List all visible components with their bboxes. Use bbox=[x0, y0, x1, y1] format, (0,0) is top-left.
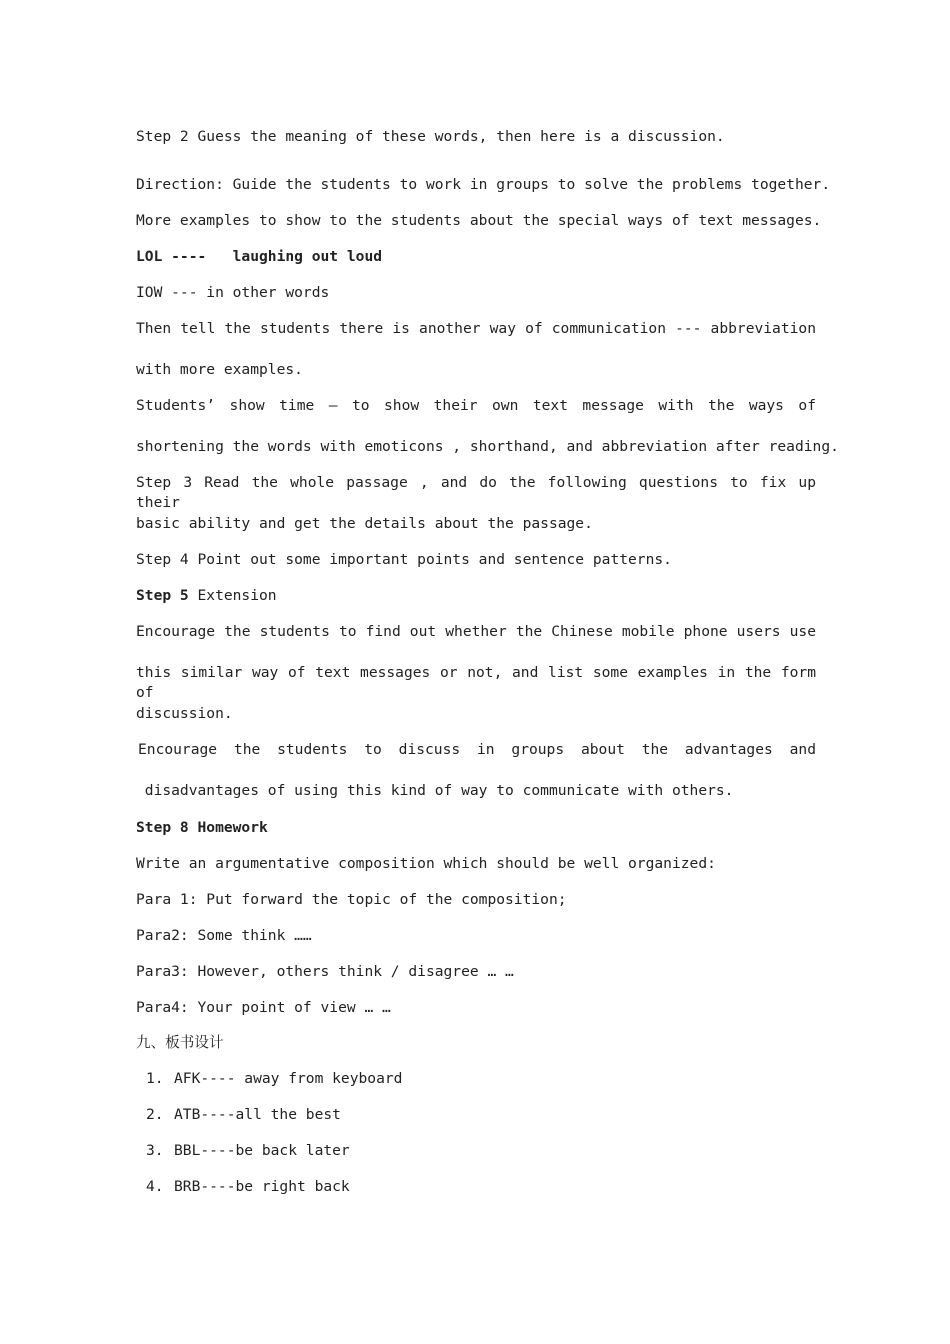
step5-line bbox=[136, 586, 816, 606]
step5-label: Step 5 bbox=[136, 587, 189, 604]
students-show-line-2: shortening the words with emoticons , shorthand, and abbreviation after reading. bbox=[136, 438, 839, 455]
more-examples-line: More examples to show to the students about the special ways of text messages. bbox=[136, 212, 822, 229]
para4-line: Para4: Your point of view … … bbox=[136, 999, 391, 1016]
list-item: ATB----all the best bbox=[174, 1106, 341, 1123]
list-item-number: 4. bbox=[146, 1178, 164, 1195]
step3-line-2: basic ability and get the details about the passage. bbox=[136, 515, 593, 532]
direction-line: Direction: Guide the students to work in groups to solve the problems together. bbox=[136, 176, 831, 193]
encourage1-line-3: discussion. bbox=[136, 705, 233, 722]
list-item: BBL----be back later bbox=[174, 1142, 350, 1159]
list-item: AFK---- away from keyboard bbox=[174, 1070, 403, 1087]
lol-line: LOL ---- laughing out loud bbox=[136, 248, 383, 265]
list-item: BRB----be right back bbox=[174, 1178, 350, 1195]
then-tell-line-1: Then tell the students there is another way of communication --- abbreviation bbox=[136, 320, 816, 337]
step2-line: Step 2 Guess the meaning of these words, then here is a discussion. bbox=[136, 128, 725, 145]
step4-line: Step 4 Point out some important points and sentence patterns. bbox=[136, 551, 672, 568]
step8-heading: Step 8 Homework bbox=[136, 819, 268, 836]
step5-text: Extension bbox=[188, 587, 277, 604]
encourage1-line-1: Encourage the students to find out whether the Chinese mobile phone users use bbox=[136, 623, 816, 640]
para3-line: Para3: However, others think / disagree … … bbox=[136, 963, 514, 980]
para1-line: Para 1: Put forward the topic of the composition; bbox=[136, 891, 567, 908]
list-item-number: 1. bbox=[146, 1070, 164, 1087]
encourage2-line-2: disadvantages of using this kind of way to communicate with others. bbox=[136, 782, 734, 799]
para2-line: Para2: Some think …… bbox=[136, 927, 312, 944]
then-tell-line-2: with more examples. bbox=[136, 361, 303, 378]
encourage2-line-1: Encourage the students to discuss in groups about the advantages and bbox=[138, 741, 816, 758]
section-nine-heading: 九、板书设计 bbox=[136, 1034, 224, 1051]
step3-line-1: Step 3 Read the whole passage , and do the following questions to fix up their bbox=[136, 474, 816, 511]
iow-line: IOW --- in other words bbox=[136, 284, 330, 301]
list-item-number: 3. bbox=[146, 1142, 164, 1159]
encourage1-line-2: this similar way of text messages or not, and list some examples in the form of bbox=[136, 664, 816, 701]
list-item-number: 2. bbox=[146, 1106, 164, 1123]
students-show-line-1: Students’ show time – to show their own text message with the ways of bbox=[136, 397, 816, 414]
write-line: Write an argumentative composition which should be well organized: bbox=[136, 855, 716, 872]
